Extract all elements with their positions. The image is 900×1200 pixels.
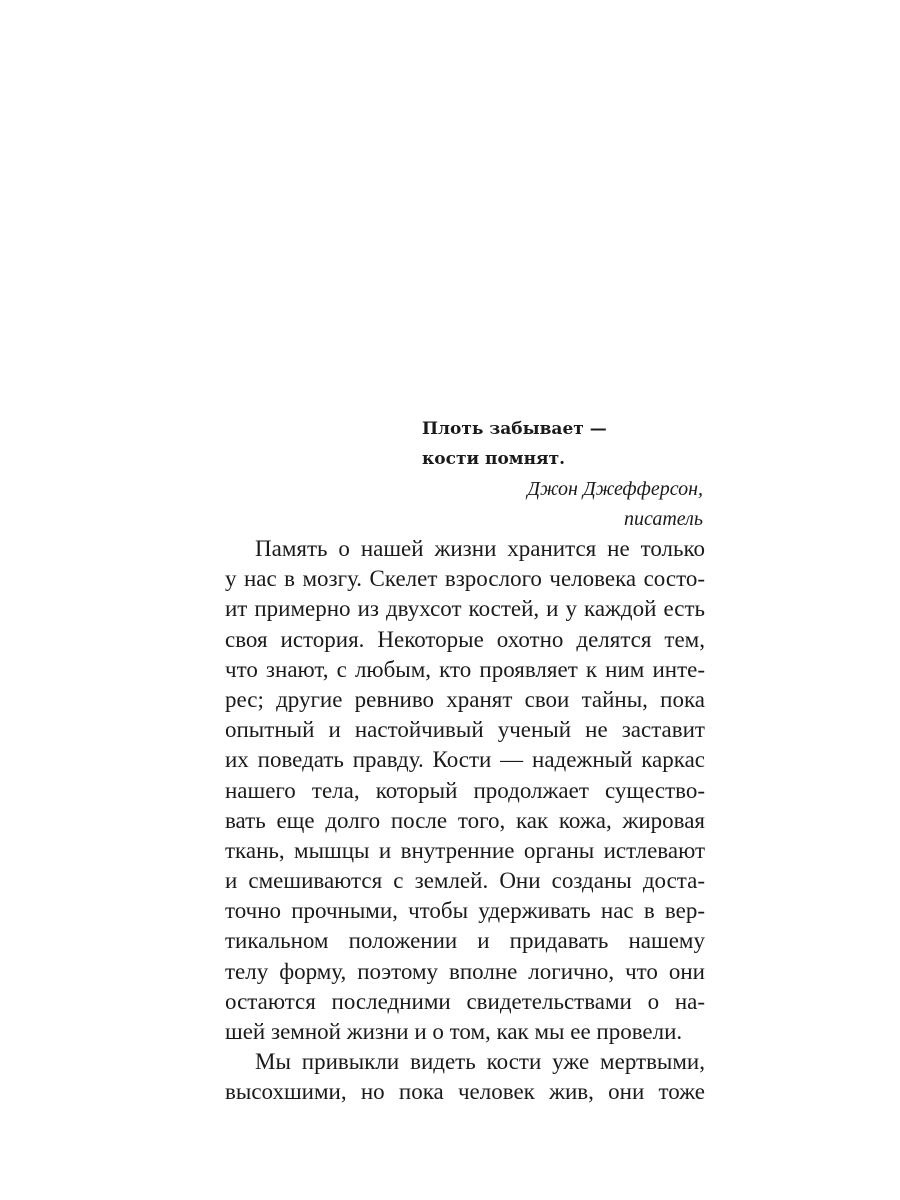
text-line: их поведать правду. Кости — надежный каркас xyxy=(225,747,705,773)
text-line: своя история. Некоторые охотно делятся тем, xyxy=(225,626,705,652)
text-line: Мы привыкли видеть кости уже мертвыми, xyxy=(255,1049,705,1075)
text-line: Память о нашей жизни хранится не только xyxy=(255,536,705,561)
text-line: высохшими, но пока человек жив, они тоже xyxy=(225,1079,705,1105)
text-line: тикальном положении и придавать нашему xyxy=(225,928,705,954)
epigraph-author-role: писатель xyxy=(623,508,703,530)
text-line: шей земной жизни и о том, как мы ее провели. xyxy=(225,1019,683,1044)
epigraph-quote xyxy=(400,414,703,474)
text-line: точно прочными, чтобы удерживать нас в вер- xyxy=(225,898,705,924)
paragraph-1 xyxy=(225,534,705,1047)
text-line: нашего тела, который продолжает существо- xyxy=(225,777,705,803)
epigraph-attribution xyxy=(400,474,703,534)
text-line: ткань, мышцы и внутренние органы истлевают xyxy=(225,837,705,863)
epigraph-author-name: Джон Джефферсон, xyxy=(527,478,703,500)
text-line: остаются последними свидетельствами о на- xyxy=(225,988,705,1014)
text-line: опытный и настойчивый ученый не заставит xyxy=(225,717,705,743)
text-line: у нас в мозгу. Скелет взрослого человека состо- xyxy=(225,566,705,592)
text-line: ит примерно из двухсот костей, и у каждой есть xyxy=(225,596,705,622)
paragraph-2 xyxy=(225,1047,705,1107)
epigraph xyxy=(400,414,703,534)
text-line: телу форму, поэтому вполне логично, что они xyxy=(225,958,705,984)
epigraph-quote-line: кости помнят. xyxy=(422,449,566,469)
text-line: рес; другие ревниво хранят свои тайны, пока xyxy=(225,686,705,712)
body-text xyxy=(225,534,705,1108)
text-line: что знают, с любым, кто проявляет к ним инте- xyxy=(225,656,705,682)
epigraph-quote-line: Плоть забывает — xyxy=(422,419,607,439)
text-line: и смешиваются с землей. Они созданы доста- xyxy=(225,868,705,894)
text-line: вать еще долго после того, как кожа, жировая xyxy=(225,807,705,833)
